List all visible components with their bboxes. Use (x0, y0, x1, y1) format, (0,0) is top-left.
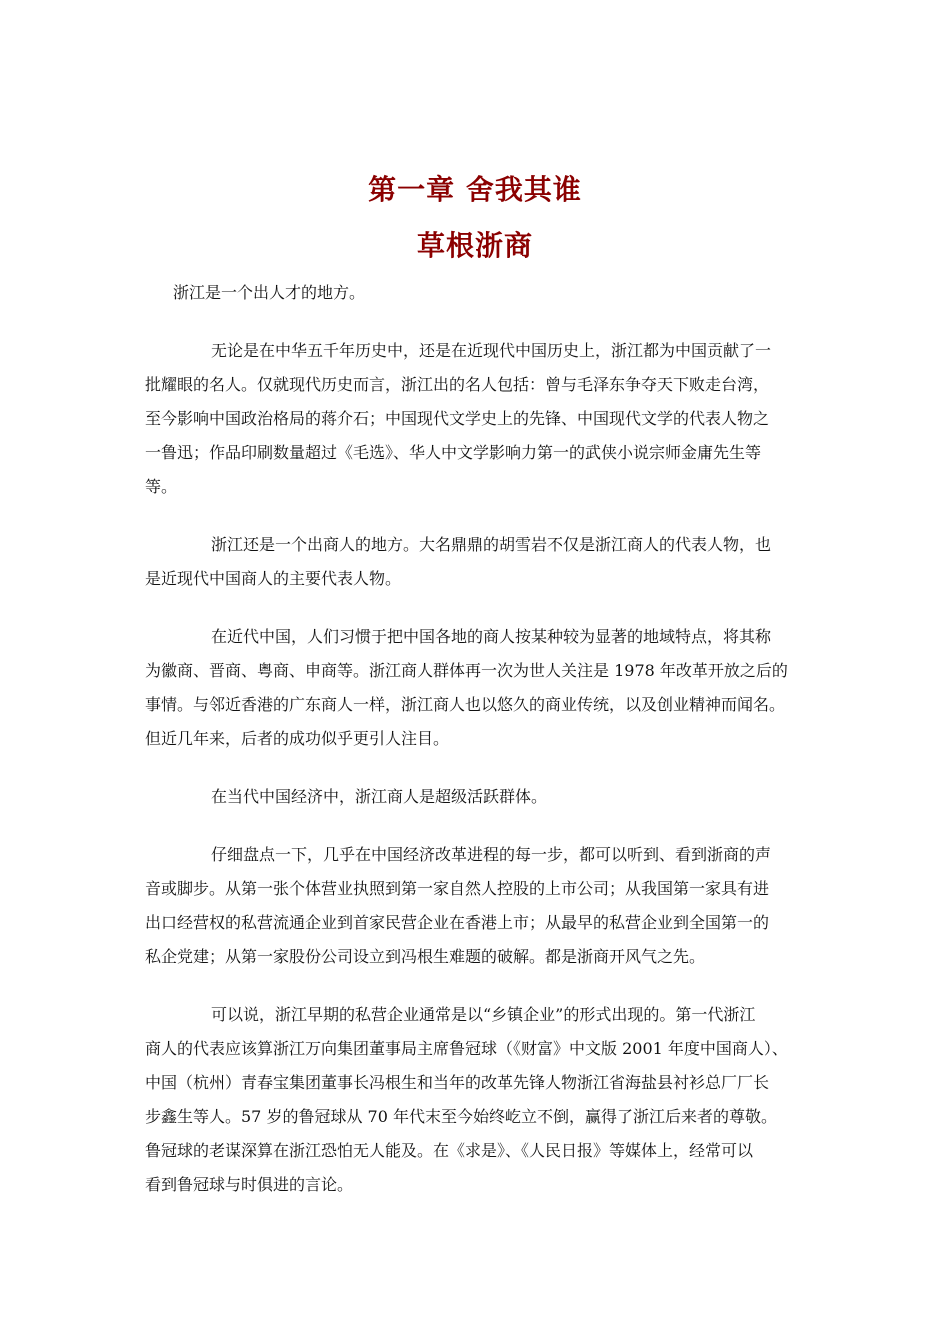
paragraph-line: 在近代中国，人们习惯于把中国各地的商人按某种较为显著的地域特点，将其称 (211, 627, 772, 646)
paragraph-line: 等。 (145, 477, 178, 496)
section-title: 草根浙商 (416, 229, 533, 262)
paragraph-line: 鲁冠球的老谋深算在浙江恐怕无人能及。在《求是》、《人民日报》等媒体上，经常可以 (145, 1141, 754, 1160)
paragraph-line: 一鲁迅；作品印刷数量超过《毛选》、华人中文学影响力第一的武侠小说宗师金庸先生等 (145, 443, 762, 462)
paragraph-line: 是近现代中国商人的主要代表人物。 (145, 569, 402, 588)
paragraph-line: 音或脚步。从第一张个体营业执照到第一家自然人控股的上市公司；从我国第一家具有进 (145, 879, 770, 898)
paragraph-line: 看到鲁冠球与时俱进的言论。 (145, 1175, 354, 1194)
paragraph-line: 商人的代表应该算浙江万向集团董事局主席鲁冠球（《财富》中文版 2001 年度中国商人）、 (145, 1039, 788, 1058)
paragraph-line: 私企党建；从第一家股份公司设立到冯根生难题的破解。都是浙商开风气之先。 (145, 947, 706, 966)
paragraph-line: 为徽商、晋商、粤商、申商等。浙江商人群体再一次为世人关注是 1978 年改革开放之后的 (145, 661, 788, 680)
paragraph-line: 出口经营权的私营流通企业到首家民营企业在香港上市；从最早的私营企业到全国第一的 (145, 913, 770, 932)
paragraph-line: 在当代中国经济中，浙江商人是超级活跃群体。 (211, 787, 548, 806)
chapter-title: 第一章 舍我其谁 (368, 173, 582, 206)
paragraph-line: 但近几年来，后者的成功似乎更引人注目。 (145, 729, 450, 748)
paragraph-line: 至今影响中国政治格局的蒋介石；中国现代文学史上的先锋、中国现代文学的代表人物之 (145, 409, 770, 428)
paragraph-line: 步鑫生等人。57 岁的鲁冠球从 70 年代末至今始终屹立不倒，赢得了浙江后来者的尊敬。 (145, 1107, 777, 1126)
paragraph-line: 仔细盘点一下，几乎在中国经济改革进程的每一步，都可以听到、看到浙商的声 (211, 845, 772, 864)
paragraph-line: 中国（杭州）青春宝集团董事长冯根生和当年的改革先锋人物浙江省海盐县衬衫总厂厂长 (145, 1073, 770, 1092)
paragraph-line: 可以说，浙江早期的私营企业通常是以“乡镇企业”的形式出现的。第一代浙江 (211, 1005, 756, 1024)
paragraph-line: 批耀眼的名人。仅就现代历史而言，浙江出的名人包括：曾与毛泽东争夺天下败走台湾， (145, 375, 770, 394)
paragraph-line: 浙江还是一个出商人的地方。大名鼎鼎的胡雪岩不仅是浙江商人的代表人物，也 (211, 535, 772, 554)
intro-line: 浙江是一个出人才的地方。 (173, 283, 366, 302)
paragraph-line: 无论是在中华五千年历史中，还是在近现代中国历史上，浙江都为中国贡献了一 (211, 341, 772, 360)
paragraph-line: 事情。与邻近香港的广东商人一样，浙江商人也以悠久的商业传统，以及创业精神而闻名。 (145, 695, 786, 714)
